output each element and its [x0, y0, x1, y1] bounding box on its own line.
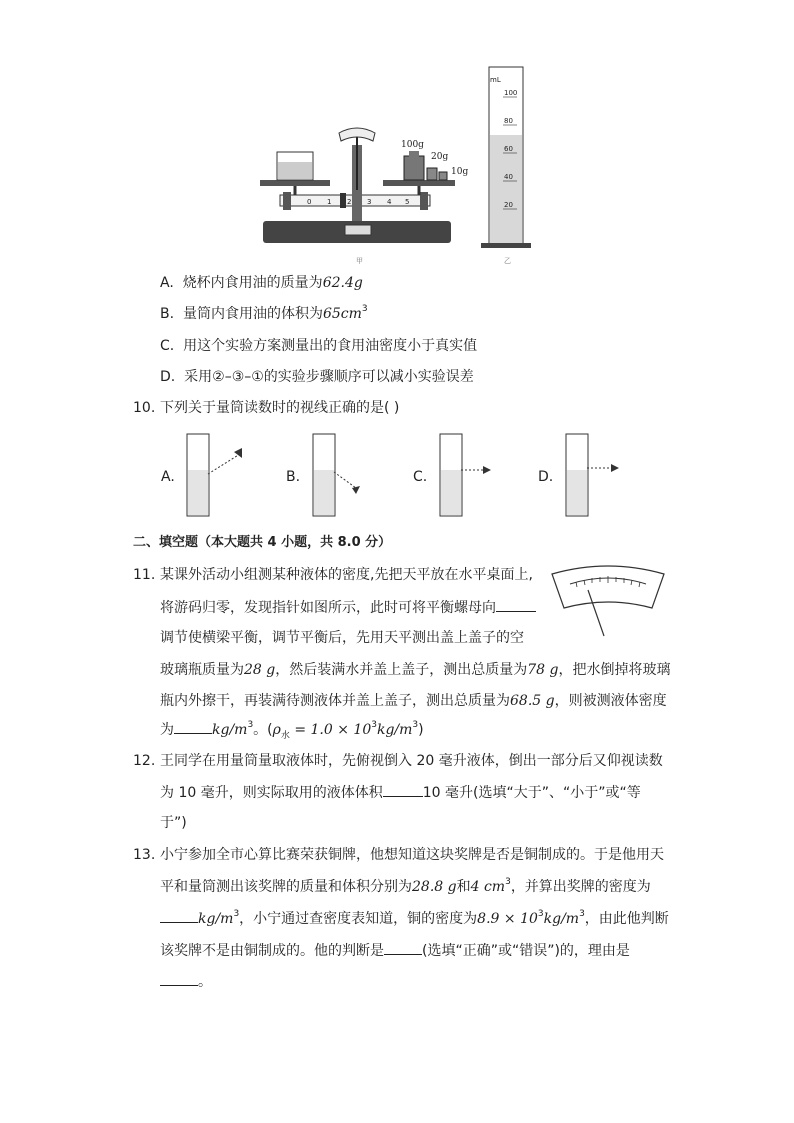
eye-icon — [611, 464, 619, 472]
eye-icon — [352, 486, 360, 494]
weight-label-100g: 100g — [401, 140, 424, 150]
q11-number: 11. — [133, 567, 156, 583]
q13-number: 13. — [133, 847, 156, 863]
q10-number: 10. — [133, 400, 156, 416]
cyl-tick-20: 20 — [504, 201, 513, 209]
rider-tick-4: 4 — [387, 198, 392, 206]
q13-line3: $kg/m^3$，小宁通过查密度表知道，铜的密度为$8.9 \times 10^3kg/m^3$，由此他判断 — [160, 908, 669, 929]
weight-label-10g: 10g — [451, 167, 469, 177]
q13-line5: 。 — [160, 971, 212, 992]
rider-tick-5: 5 — [405, 198, 410, 206]
q10-stem: 下列关于量筒读数时的视线正确的是( ) — [160, 400, 400, 416]
q12-number: 12. — [133, 753, 156, 769]
option-d: D. 采用②–③–①的实验步骤顺序可以减小实验误差 — [160, 369, 474, 385]
cyl-tick-100: 100 — [504, 89, 518, 97]
q10-cylinder-d — [561, 432, 625, 518]
q10-cylinder-b — [308, 432, 372, 518]
cyl-tick-40: 40 — [504, 173, 513, 181]
answer-blank[interactable] — [174, 719, 212, 734]
q10-option-c-label: C. — [413, 469, 428, 485]
rider-tick-3: 3 — [367, 198, 372, 206]
balance-and-cylinder-figure — [255, 55, 545, 270]
q12-line1: 王同学在用量筒量取液体时，先俯视倒入 20 毫升液体，倒出一部分后又仰视读数 — [160, 753, 663, 769]
rider-tick-2: 2 — [347, 198, 352, 206]
q10-cylinder-a — [182, 432, 246, 518]
rider-tick-0: 0 — [307, 198, 312, 206]
cyl-tick-60: 60 — [504, 145, 513, 153]
section-heading: 二、填空题（本大题共 4 小题，共 8.0 分） — [133, 535, 392, 550]
q10-cylinder-c — [435, 432, 499, 518]
caption-yi: 乙 — [504, 257, 511, 265]
pointer-dial-figure — [548, 560, 668, 638]
q11-line1: 某课外活动小组测某种液体的密度,先把天平放在水平桌面上, — [160, 567, 533, 583]
q10-option-d-label: D. — [538, 469, 554, 485]
q12-line3: 于”) — [160, 815, 187, 831]
q12-line2: 为 10 毫升，则实际取用的液体体积 10 毫升(选填“大于”、“小于”或“等 — [160, 782, 641, 803]
caption-jia: 甲 — [356, 257, 363, 265]
rider-tick-1: 1 — [327, 198, 332, 206]
q11-line2: 将游码归零，发现指针如图所示，此时可将平衡螺母向 — [160, 597, 536, 618]
q13-line2: 平和量筒测出该奖牌的质量和体积分别为28.8 g和4 $cm^3$，并算出奖牌的密度为 — [160, 877, 651, 895]
q10-option-b-label: B. — [286, 469, 301, 485]
q11-line6: 为 $kg/m^3$。$(\rho_水 = 1.0 \times 10^3kg/m^3)$ — [160, 720, 424, 741]
q13-line1: 小宁参加全市心算比赛荣获铜牌，他想知道这块奖牌是否是铜制成的。于是他用天 — [160, 847, 664, 863]
answer-blank[interactable] — [384, 940, 422, 955]
weight-label-20g: 20g — [431, 152, 449, 162]
answer-blank[interactable] — [496, 597, 536, 612]
option-c: C. 用这个实验方案测量出的食用油密度小于真实值 — [160, 338, 478, 354]
answer-blank[interactable] — [383, 782, 423, 797]
eye-icon — [483, 466, 491, 474]
q11-line3: 调节使横梁平衡，调节平衡后，先用天平测出盖上盖子的空 — [160, 630, 524, 646]
q11-line4: 玻璃瓶质量为28 g，然后装满水并盖上盖子，测出总质量为78 g，把水倒掉将玻璃 — [160, 662, 671, 678]
q10-option-a-label: A. — [161, 469, 175, 485]
answer-blank[interactable] — [160, 971, 198, 986]
cylinder-unit: mL — [490, 76, 501, 84]
option-a: A. 烧杯内食用油的质量为62.4g — [160, 275, 363, 291]
cyl-tick-80: 80 — [504, 117, 513, 125]
answer-blank[interactable] — [160, 908, 198, 923]
q11-line5: 瓶内外擦干，再装满待测液体并盖上盖子，测出总质量为68.5 g，则被测液体密度 — [160, 693, 667, 709]
option-b: B. 量筒内食用油的体积为$65cm^3$ — [160, 304, 368, 322]
q13-line4: 该奖牌不是由铜制成的。他的判断是 (选填“正确”或“错误”)的，理由是 — [160, 940, 630, 961]
